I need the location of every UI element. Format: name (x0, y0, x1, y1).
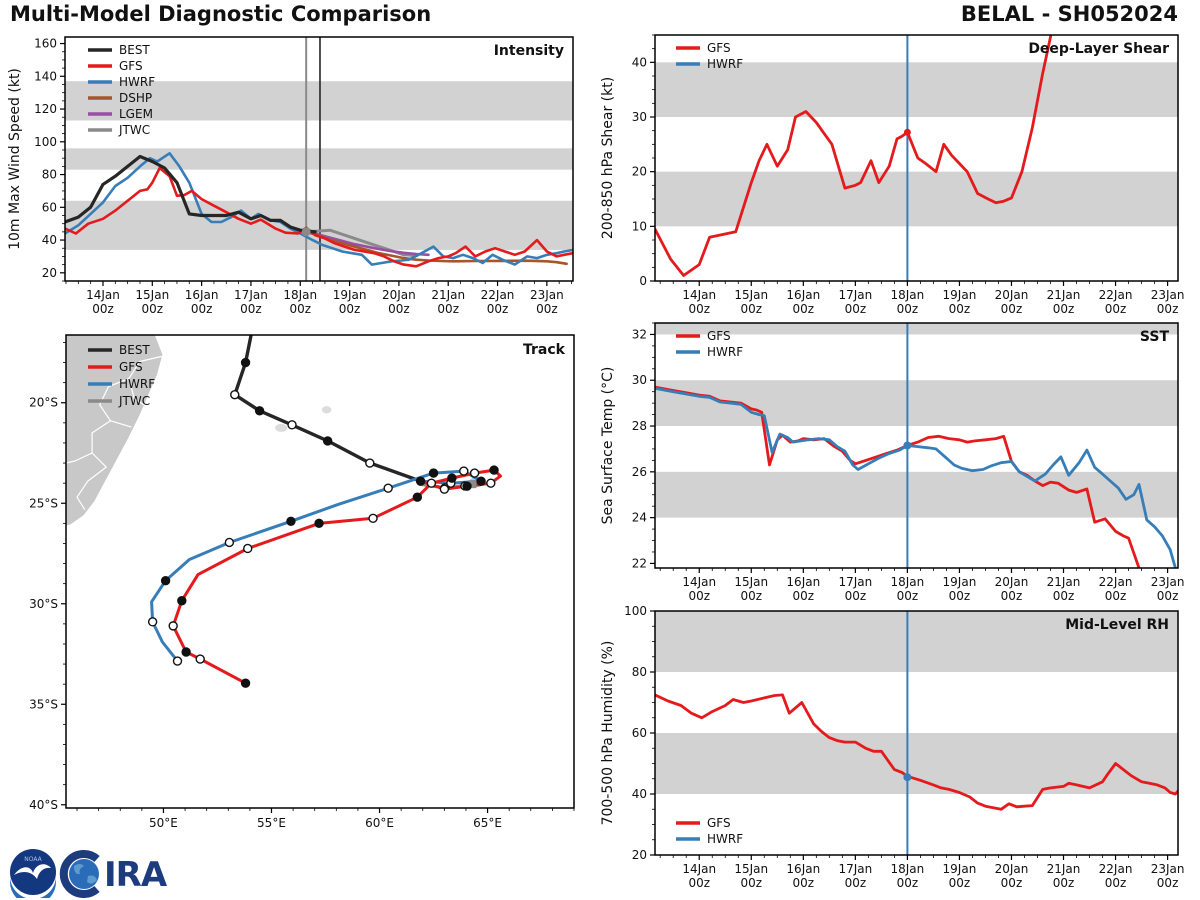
svg-text:HWRF: HWRF (707, 832, 744, 846)
svg-text:HWRF: HWRF (707, 57, 744, 71)
svg-text:20Jan: 20Jan (994, 862, 1029, 876)
svg-text:120: 120 (34, 102, 57, 117)
panel-rh (600, 604, 1184, 890)
svg-text:00z: 00z (896, 589, 919, 603)
svg-text:40: 40 (631, 55, 647, 70)
svg-text:20Jan: 20Jan (382, 288, 416, 302)
panel-intensity (7, 37, 573, 316)
svg-text:00z: 00z (792, 589, 815, 603)
svg-text:17Jan: 17Jan (838, 862, 873, 876)
svg-text:50°E: 50°E (149, 816, 178, 830)
svg-text:20: 20 (631, 164, 647, 179)
svg-text:00z: 00z (844, 876, 867, 890)
svg-text:Intensity: Intensity (493, 43, 564, 59)
svg-text:00z: 00z (792, 876, 815, 890)
svg-text:18Jan: 18Jan (890, 575, 925, 589)
svg-text:700-500 hPa Humidity (%): 700-500 hPa Humidity (%) (600, 640, 616, 826)
svg-text:200-850 hPa Shear (kt): 200-850 hPa Shear (kt) (600, 76, 616, 240)
svg-text:00z: 00z (844, 589, 867, 603)
svg-text:00z: 00z (740, 876, 763, 890)
svg-text:00z: 00z (948, 876, 971, 890)
svg-text:65°E: 65°E (473, 816, 502, 830)
svg-text:20: 20 (631, 848, 647, 862)
svg-text:60°E: 60°E (365, 816, 394, 830)
svg-text:00z: 00z (536, 302, 558, 316)
svg-text:30°S: 30°S (29, 596, 58, 611)
svg-text:17Jan: 17Jan (234, 288, 268, 302)
svg-text:19Jan: 19Jan (942, 862, 977, 876)
svg-text:15Jan: 15Jan (135, 288, 170, 302)
svg-text:Deep-Layer Shear: Deep-Layer Shear (1028, 41, 1169, 57)
svg-text:GFS: GFS (707, 329, 731, 343)
noaa-label: NOAA (24, 856, 42, 863)
panel-track (29, 335, 574, 830)
svg-text:GFS: GFS (119, 59, 143, 73)
svg-text:55°E: 55°E (257, 816, 286, 830)
svg-text:19Jan: 19Jan (332, 288, 367, 302)
svg-text:00z: 00z (289, 302, 312, 316)
svg-text:18Jan: 18Jan (890, 288, 925, 302)
svg-text:HWRF: HWRF (119, 377, 156, 391)
svg-text:22Jan: 22Jan (480, 288, 515, 302)
svg-text:30: 30 (631, 373, 647, 388)
svg-text:14Jan: 14Jan (682, 862, 717, 876)
svg-text:60: 60 (631, 726, 647, 740)
svg-text:22Jan: 22Jan (1098, 288, 1133, 302)
svg-text:23Jan: 23Jan (1150, 575, 1185, 589)
svg-text:20: 20 (41, 265, 57, 280)
svg-text:00z: 00z (1156, 589, 1179, 603)
storm-id-title: BELAL - SH052024 (960, 2, 1178, 26)
svg-text:00z: 00z (948, 302, 971, 316)
svg-text:15Jan: 15Jan (734, 288, 769, 302)
noaa-logo (10, 849, 56, 898)
svg-text:BEST: BEST (119, 43, 150, 57)
svg-text:30: 30 (631, 110, 647, 124)
svg-text:00z: 00z (1104, 589, 1127, 603)
svg-text:00z: 00z (1156, 876, 1179, 890)
svg-text:00z: 00z (486, 302, 509, 316)
svg-text:14Jan: 14Jan (86, 288, 120, 302)
page-title: Multi-Model Diagnostic Comparison (10, 2, 432, 26)
svg-text:LGEM: LGEM (119, 107, 153, 121)
svg-text:60: 60 (41, 200, 57, 215)
svg-text:00z: 00z (948, 589, 971, 603)
svg-text:35°S: 35°S (29, 697, 58, 712)
svg-text:22: 22 (631, 556, 647, 571)
logo-bar (8, 846, 208, 898)
svg-text:40: 40 (631, 787, 647, 801)
svg-text:140: 140 (34, 69, 57, 84)
svg-text:25°S: 25°S (29, 496, 58, 511)
svg-text:00z: 00z (688, 589, 711, 603)
svg-text:16Jan: 16Jan (786, 575, 821, 589)
svg-text:23Jan: 23Jan (1150, 862, 1185, 876)
svg-text:21Jan: 21Jan (431, 288, 466, 302)
svg-text:100: 100 (624, 604, 647, 618)
svg-text:00z: 00z (1000, 302, 1023, 316)
panel-shear (600, 30, 1184, 317)
svg-text:28: 28 (631, 419, 647, 434)
agency-logos (8, 846, 208, 898)
svg-text:00z: 00z (141, 302, 164, 316)
svg-text:22Jan: 22Jan (1098, 862, 1133, 876)
svg-text:GFS: GFS (707, 816, 731, 830)
svg-text:21Jan: 21Jan (1046, 575, 1081, 589)
svg-text:00z: 00z (1052, 876, 1075, 890)
svg-text:00z: 00z (1000, 589, 1023, 603)
svg-text:18Jan: 18Jan (283, 288, 318, 302)
svg-text:10: 10 (631, 219, 647, 234)
svg-text:18Jan: 18Jan (890, 862, 925, 876)
svg-text:00z: 00z (896, 876, 919, 890)
svg-text:00z: 00z (92, 302, 114, 316)
svg-text:20°S: 20°S (29, 395, 58, 410)
svg-text:19Jan: 19Jan (942, 575, 977, 589)
svg-text:DSHP: DSHP (119, 91, 153, 105)
svg-text:19Jan: 19Jan (942, 288, 977, 302)
svg-text:22Jan: 22Jan (1098, 575, 1133, 589)
svg-text:24: 24 (631, 510, 647, 525)
svg-text:00z: 00z (844, 302, 867, 316)
svg-text:20Jan: 20Jan (994, 575, 1029, 589)
svg-text:14Jan: 14Jan (682, 288, 717, 302)
svg-text:SST: SST (1139, 329, 1169, 345)
svg-text:00z: 00z (688, 302, 711, 316)
cira-label: IRA (104, 855, 167, 895)
svg-text:JTWC: JTWC (119, 123, 151, 137)
svg-text:40: 40 (41, 233, 57, 248)
svg-text:HWRF: HWRF (119, 75, 156, 89)
svg-text:00z: 00z (1052, 302, 1075, 316)
svg-text:00z: 00z (1000, 876, 1023, 890)
svg-text:32: 32 (631, 327, 647, 342)
svg-text:JTWC: JTWC (119, 394, 151, 408)
svg-text:00z: 00z (1156, 302, 1179, 316)
svg-text:00z: 00z (896, 302, 919, 316)
svg-text:0: 0 (639, 274, 647, 288)
svg-text:00z: 00z (437, 302, 460, 316)
svg-text:HWRF: HWRF (707, 345, 744, 359)
svg-text:00z: 00z (1052, 589, 1075, 603)
svg-text:23Jan: 23Jan (529, 288, 564, 302)
svg-text:GFS: GFS (707, 41, 731, 55)
svg-text:00z: 00z (792, 302, 815, 316)
svg-text:16Jan: 16Jan (786, 862, 821, 876)
svg-text:21Jan: 21Jan (1046, 862, 1081, 876)
panel-sst (600, 323, 1184, 603)
svg-text:00z: 00z (688, 876, 711, 890)
svg-text:00z: 00z (740, 589, 763, 603)
svg-text:Sea Surface Temp (°C): Sea Surface Temp (°C) (600, 366, 616, 525)
svg-text:BEST: BEST (119, 343, 150, 357)
svg-text:160: 160 (34, 36, 57, 51)
svg-text:100: 100 (34, 134, 57, 149)
svg-text:80: 80 (41, 167, 57, 182)
svg-text:16Jan: 16Jan (786, 288, 821, 302)
svg-text:80: 80 (631, 665, 647, 679)
svg-text:17Jan: 17Jan (838, 575, 873, 589)
svg-text:15Jan: 15Jan (734, 862, 769, 876)
svg-text:00z: 00z (1104, 876, 1127, 890)
svg-text:21Jan: 21Jan (1046, 288, 1081, 302)
svg-text:20Jan: 20Jan (994, 288, 1029, 302)
svg-text:16Jan: 16Jan (184, 288, 219, 302)
svg-text:GFS: GFS (119, 360, 143, 374)
svg-text:23Jan: 23Jan (1150, 288, 1185, 302)
svg-text:10m Max Wind Speed (kt): 10m Max Wind Speed (kt) (7, 68, 23, 250)
svg-text:14Jan: 14Jan (682, 575, 717, 589)
svg-text:Track: Track (523, 342, 565, 358)
svg-text:00z: 00z (240, 302, 262, 316)
cira-logo (64, 854, 168, 895)
svg-text:00z: 00z (388, 302, 410, 316)
svg-text:26: 26 (631, 464, 647, 479)
svg-text:17Jan: 17Jan (838, 288, 873, 302)
svg-text:40°S: 40°S (29, 797, 58, 812)
svg-text:00z: 00z (338, 302, 361, 316)
svg-text:00z: 00z (1104, 302, 1127, 316)
svg-text:00z: 00z (740, 302, 763, 316)
svg-text:15Jan: 15Jan (734, 575, 769, 589)
svg-text:Mid-Level RH: Mid-Level RH (1065, 617, 1169, 633)
svg-text:00z: 00z (190, 302, 213, 316)
